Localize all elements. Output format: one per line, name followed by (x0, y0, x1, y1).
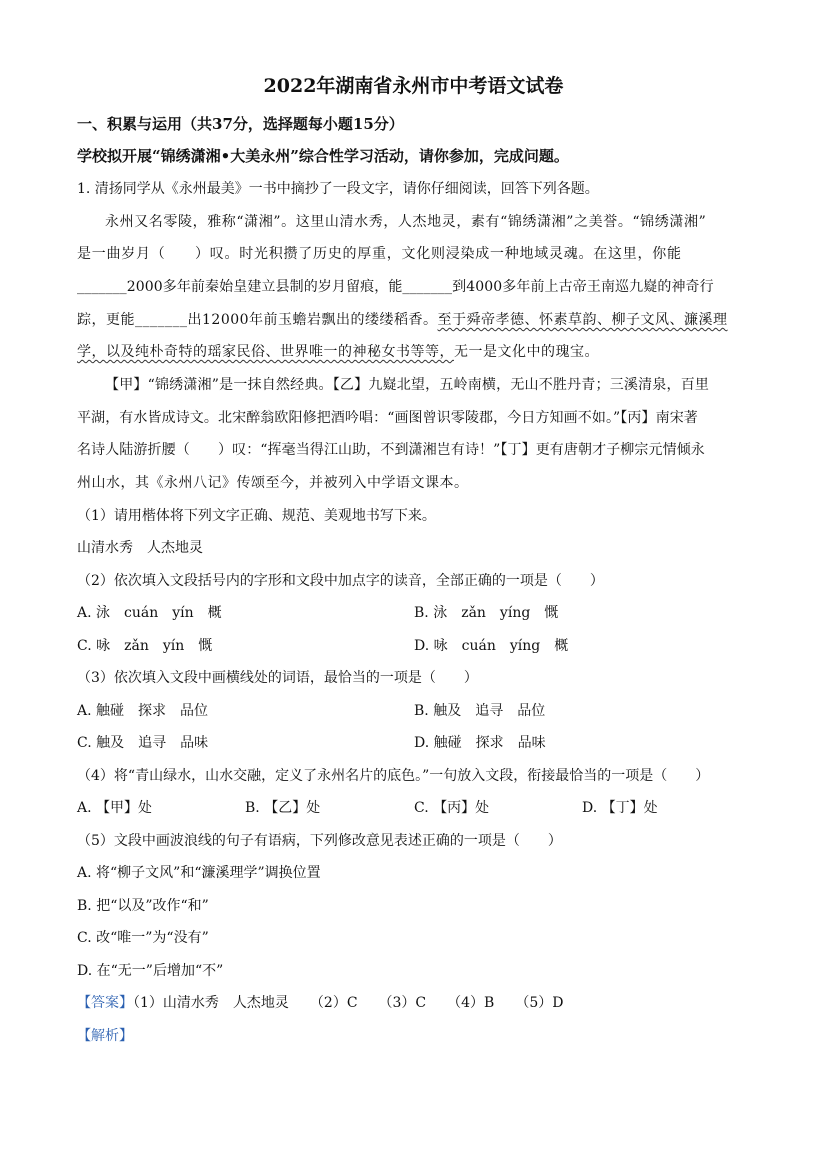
passage-line: 【甲】“锦绣潇湘”是一抹自然经典。【乙】九嶷北望，五岭南横，无山不胜丹青；三溪清泉，百里 (105, 377, 710, 393)
activity-intro: 学校拟开展“锦绣潇湘•大美永州”综合性学习活动，请你参加，完成问题。 (77, 147, 569, 165)
page-title: 2022年湖南省永州市中考语文试卷 (263, 75, 564, 97)
option-c: C. 改“唯一”为“没有” (77, 930, 209, 946)
passage-line: 永州又名零陵，雅称“潇湘”。这里山清水秀，人杰地灵，素有“锦绣潇湘”之美誉。“锦绣潇湘” (105, 214, 707, 230)
passage-line: 是一曲岁月（ ）叹。时光积攒了历史的厚重，文化则浸染成一种地域灵魂。在这里，你能 (77, 246, 682, 262)
option-c: C. 咏 zǎn yín 慨 (77, 638, 213, 654)
sub-question-3-stem: （3）依次填入文段中画横线处的词语，最恰当的一项是（ ） (77, 670, 478, 686)
sub-question-5-stem: （5）文段中画波浪线的句子有语病，下列修改意见表述正确的一项是（ ） (77, 833, 562, 849)
option-b: B. 把“以及”改作“和” (77, 898, 209, 914)
analysis-tag: 【解析】 (77, 1028, 133, 1044)
option-a: A. 触碰 探求 品位 (77, 703, 209, 719)
passage-line: 名诗人陆游折腰（ ）叹：“挥毫当得江山助，不到潇湘岂有诗！”【丁】更有唐朝才子柳宗元情倾永 (77, 442, 705, 458)
sub-question-1-text: 山清水秀 人杰地灵 (77, 540, 203, 556)
sub-question-1-stem: （1）请用楷体将下列文字正确、规范、美观地书写下来。 (77, 508, 436, 524)
option-d: D. 咏 cuán yíng 概 (414, 638, 569, 654)
option-d: D. 在“无一”后增加“不” (77, 963, 224, 979)
passage-line: 平湖，有水皆成诗文。北宋醉翁欧阳修把酒吟唱：“画图曾识零陵郡，今日方知画不如。”【丙】南宋著 (77, 410, 698, 426)
section-heading: 一、积累与运用（共37分，选择题每小题15分） (77, 115, 404, 133)
option-d: D. 【丁】处 (582, 800, 658, 816)
passage-line: 州山水，其《永州八记》传颂至今，并被列入中学语文课本。 (77, 475, 469, 491)
option-b: B. 触及 追寻 品位 (414, 703, 546, 719)
option-b: B. 【乙】处 (245, 800, 321, 816)
passage-text: 无一是文化中的瑰宝。 (454, 344, 599, 360)
sub-question-2-stem: （2）依次填入文段括号内的字形和文段中加点字的读音，全部正确的一项是（ ） (77, 573, 604, 589)
answer-tag: 【答案】 (77, 995, 133, 1011)
passage-line (77, 345, 599, 359)
sub-question-4-stem: （4）将“青山绿水，山水交融，定义了永州名片的底色。”一句放入文段，衔接最恰当的一项是（ ） (77, 768, 710, 784)
option-c: C. 【丙】处 (414, 800, 490, 816)
option-b: B. 泳 zǎn yíng 慨 (414, 605, 559, 621)
option-a: A. 【甲】处 (77, 800, 153, 816)
option-a: A. 泳 cuán yín 概 (77, 605, 222, 621)
passage-text: 踪，更能_______出12000年前玉蟾岩飘出的缕缕稻香。 (77, 312, 438, 328)
passage-line (77, 313, 728, 327)
option-a: A. 将“柳子文风”和“濂溪理学”调换位置 (77, 865, 321, 881)
wavy-underlined-sentence: 至于舜帝孝德、怀素草韵、柳子文风、濂溪理 (437, 312, 728, 328)
question-1-stem: 1. 清扬同学从《永州最美》一书中摘抄了一段文字，请你仔细阅读，回答下列各题。 (77, 181, 599, 197)
passage-line: _______2000多年前秦始皇建立县制的岁月留痕，能_______到4000多年前上古帝王南巡九嶷的神奇行 (77, 279, 714, 295)
option-d: D. 触碰 探求 品味 (414, 735, 546, 751)
wavy-underlined-sentence: 学，以及纯朴奇特的瑶家民俗、世界唯一的神秘女书等等， (77, 344, 454, 360)
answer-line (77, 996, 563, 1010)
option-c: C. 触及 追寻 品味 (77, 735, 209, 751)
answer-text: （1）山清水秀 人杰地灵 （2）C （3）C （4）B （5）D (133, 995, 564, 1011)
